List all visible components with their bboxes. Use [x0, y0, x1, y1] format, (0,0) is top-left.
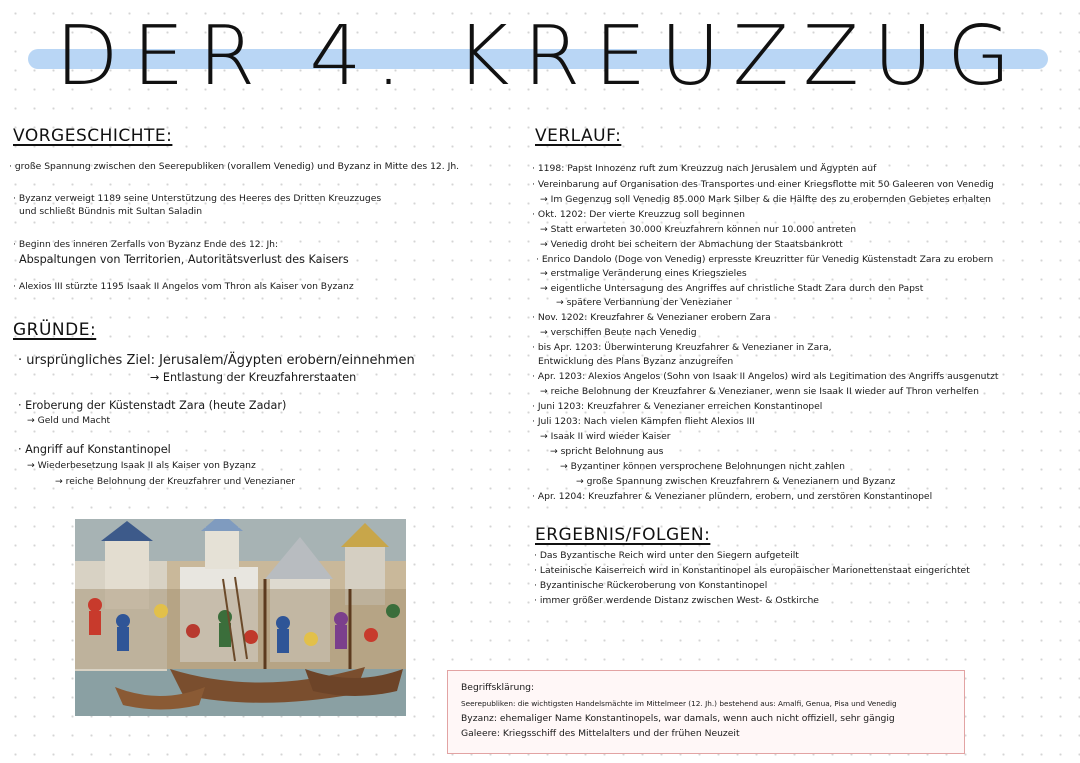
heading-vorgeschichte: VORGESCHICHTE:	[13, 126, 173, 146]
vorgeschichte-line: und schließt Bündnis mit Sultan Saladin	[19, 206, 203, 217]
vorgeschichte-line: · große Spannung zwischen den Seerepubliken (vorallem Venedig) und Byzanz in Mitte des 12. Jh.	[9, 161, 460, 172]
gruende-line: → Geld und Macht	[27, 415, 111, 426]
verlauf-line: → große Spannung zwischen Kreuzfahrern & Venezianern und Byzanz	[576, 476, 896, 487]
ergebnis-line: · Das Byzantische Reich wird unter den Siegern aufgeteilt	[534, 550, 799, 561]
verlauf-line: → Venedig droht bei scheitern der Abmachung der Staatsbankrott	[540, 239, 843, 250]
verlauf-line: · Vereinbarung auf Organisation des Transportes und einer Kriegsflotte mit 50 Galeeren von Venedig	[532, 179, 994, 190]
gruende-line: → reiche Belohnung der Kreuzfahrer und Venezianer	[55, 476, 296, 487]
ergebnis-line: · Byzantinische Rückeroberung von Konstantinopel	[534, 580, 768, 591]
verlauf-line: · Juli 1203: Nach vielen Kämpfen flieht Alexios III	[532, 416, 755, 427]
gruende-line: · ursprüngliches Ziel: Jerusalem/Ägypten erobern/einnehmen	[18, 353, 415, 368]
verlauf-line: → verschiffen Beute nach Venedig	[540, 327, 697, 338]
verlauf-line: → Im Gegenzug soll Venedig 85.000 Mark Silber & die Hälfte des zu erobernden Gebietes erhalten	[540, 194, 991, 205]
verlauf-line: · Juni 1203: Kreuzfahrer & Venezianer erreichen Konstantinopel	[532, 401, 823, 412]
verlauf-line: → erstmalige Veränderung eines Kriegszieles	[540, 268, 747, 279]
heading-gruende: GRÜNDE:	[13, 320, 97, 340]
gruende-line: · Eroberung der Küstenstadt Zara (heute Zadar)	[18, 399, 287, 412]
gruende-line: → Wiederbesetzung Isaak II als Kaiser von Byzanz	[27, 460, 256, 471]
verlauf-line: · bis Apr. 1203: Überwinterung Kreuzfahrer & Venezianer in Zara,	[532, 342, 832, 353]
glossary-line: Galeere: Kriegsschiff des Mittelalters und der frühen Neuzeit	[461, 728, 740, 739]
vorgeschichte-line: · Alexios III stürzte 1195 Isaak II Angelos vom Thron als Kaiser von Byzanz	[13, 281, 354, 292]
ergebnis-line: · Lateinische Kaiserreich wird in Konstantinopel als europäischer Marionettenstaat eingerichtet	[534, 565, 970, 576]
gruende-line: · Angriff auf Konstantinopel	[18, 443, 171, 456]
verlauf-line: · Okt. 1202: Der vierte Kreuzzug soll beginnen	[532, 209, 745, 220]
vorgeschichte-line: · Beginn des inneren Zerfalls von Byzanz Ende des 12. Jh:	[13, 239, 279, 250]
verlauf-line: · 1198: Papst Innozenz ruft zum Kreuzzug nach Jerusalem und Ägypten auf	[532, 163, 877, 174]
verlauf-line: · Apr. 1204: Kreuzfahrer & Venezianer plündern, erobern, und zerstören Konstantinopel	[532, 491, 933, 502]
verlauf-line: · Enrico Dandolo (Doge von Venedig) erpresste Kreuzritter für Venedig Küstenstadt Zara zu erobern	[536, 254, 994, 265]
verlauf-line: · Apr. 1203: Alexios Angelos (Sohn von Isaak II Angelos) wird als Legitimation des Angriffs ausgenutzt	[532, 371, 999, 382]
gruende-line: → Entlastung der Kreuzfahrerstaaten	[150, 371, 357, 384]
heading-verlauf: VERLAUF:	[535, 126, 622, 146]
page-title: DER 4. KREUZZUG	[55, 9, 1025, 104]
verlauf-line: · Nov. 1202: Kreuzfahrer & Venezianer erobern Zara	[532, 312, 771, 323]
verlauf-line: → Isaak II wird wieder Kaiser	[540, 431, 671, 442]
verlauf-line: → Statt erwarteten 30.000 Kreuzfahrern können nur 10.000 antreten	[540, 224, 857, 235]
glossary-line: Seerepubliken: die wichtigsten Handelsmächte im Mittelmeer (12. Jh.) bestehend aus: Amalfi, Genua, Pisa und Venedig	[461, 699, 897, 708]
verlauf-line: → eigentliche Untersagung des Angriffes auf christliche Stadt Zara durch den Papst	[540, 283, 924, 294]
verlauf-line: → spätere Verbannung der Venezianer	[556, 297, 732, 308]
verlauf-line: Entwicklung des Plans Byzanz anzugreifen	[538, 356, 734, 367]
ergebnis-line: · immer größer werdende Distanz zwischen West- & Ostkirche	[534, 595, 819, 606]
verlauf-line: → Byzantiner können versprochene Belohnungen nicht zahlen	[560, 461, 845, 472]
vorgeschichte-line: Abspaltungen von Territorien, Autoritätsverlust des Kaisers	[19, 253, 349, 266]
glossary-heading: Begriffsklärung:	[461, 682, 535, 693]
glossary-line: Byzanz: ehemaliger Name Konstantinopels, war damals, wenn auch nicht offiziell, sehr gängig	[461, 713, 895, 724]
verlauf-line: → reiche Belohnung der Kreuzfahrer & Venezianer, wenn sie Isaak II wieder auf Thron verhelfen	[540, 386, 979, 397]
heading-ergebnis: ERGEBNIS/FOLGEN:	[535, 525, 711, 545]
siege-illustration	[75, 519, 406, 716]
vorgeschichte-line: · Byzanz verweigt 1189 seine Unterstützung des Heeres des Dritten Kreuzzuges	[13, 193, 382, 204]
verlauf-line: → spricht Belohnung aus	[550, 446, 664, 457]
